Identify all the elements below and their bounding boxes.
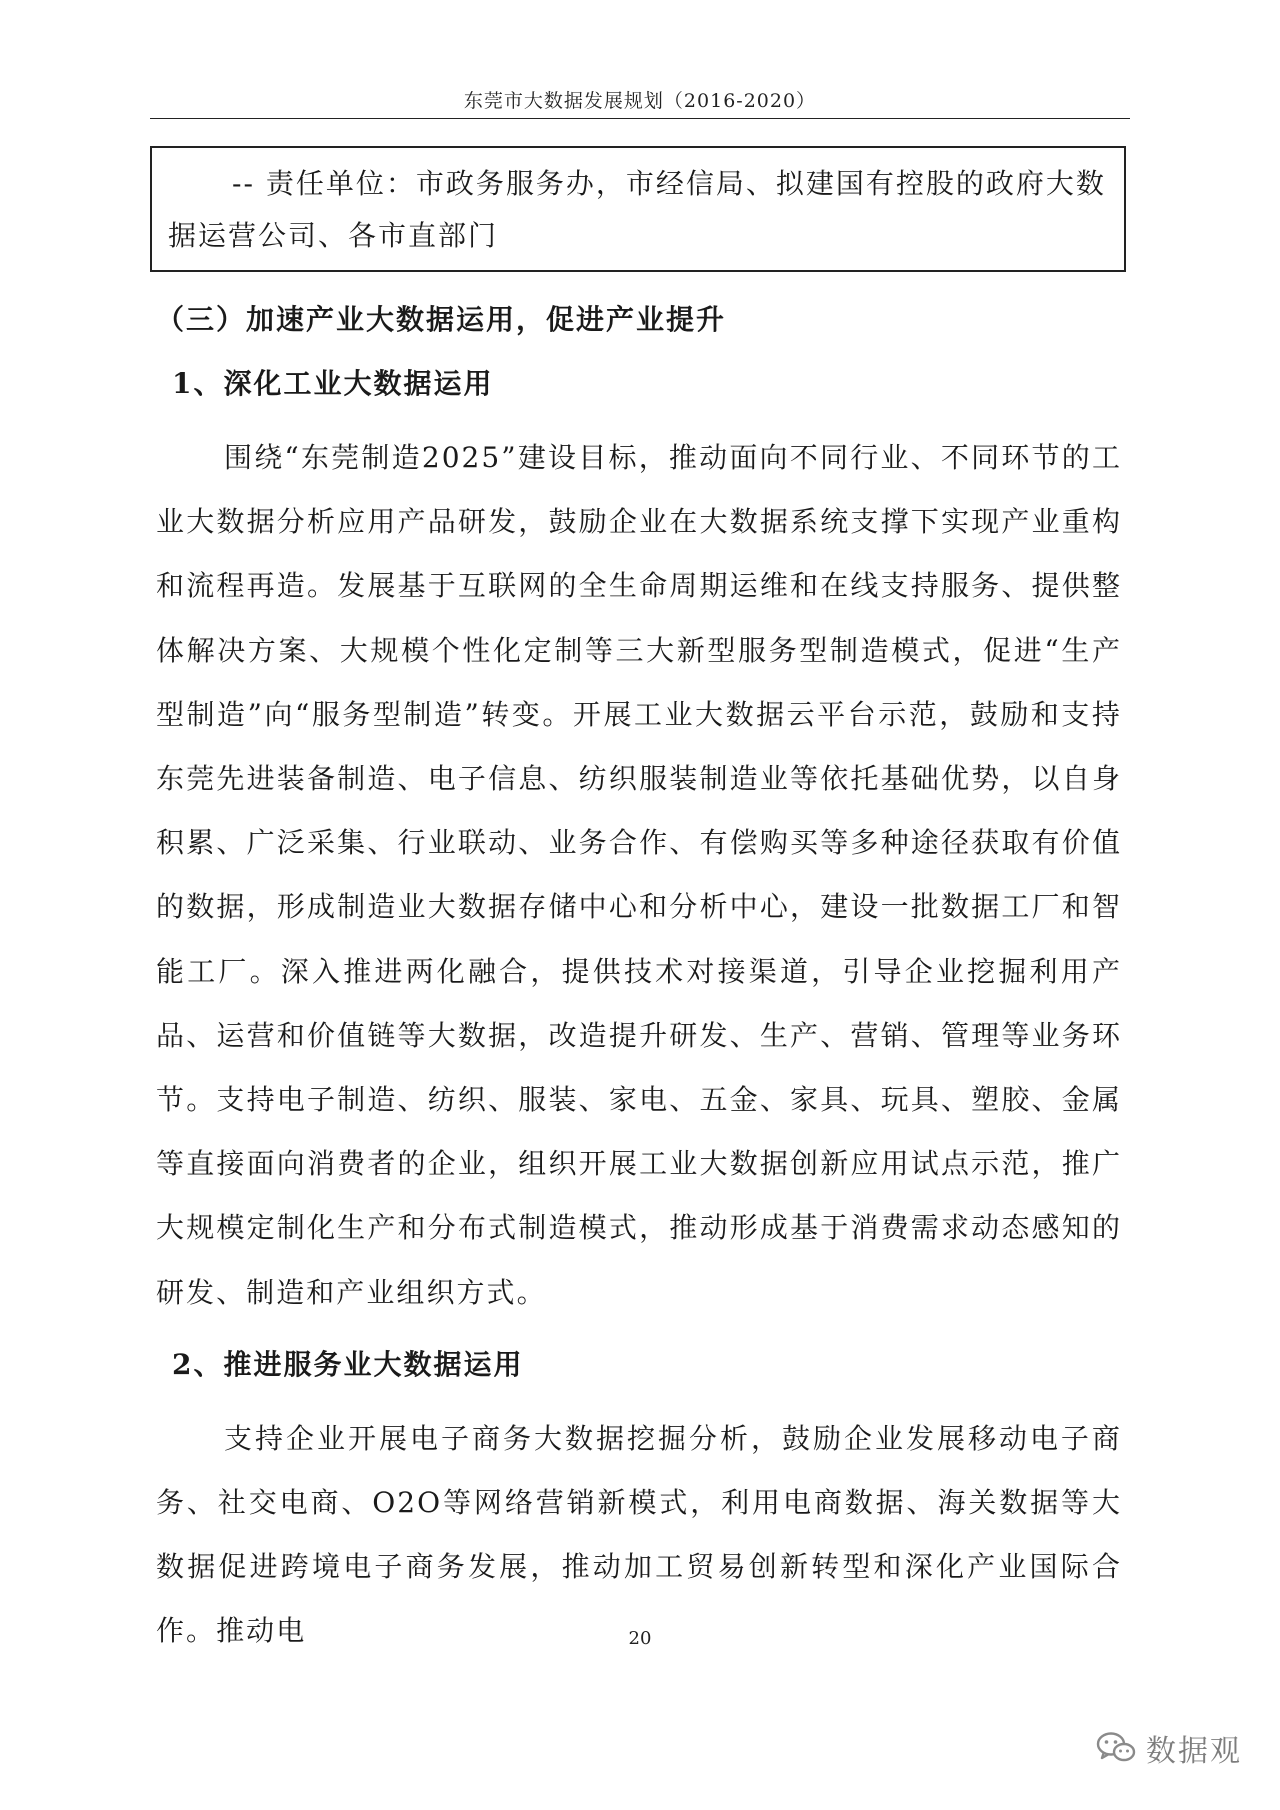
paragraph-industry: 围绕“东莞制造2025”建设目标，推动面向不同行业、不同环节的工业大数据分析应用产品研发，鼓励企业在大数据系统支撑下实现产业重构和流程再造。发展基于互联网的全生命周期运维和在线支持服务、提供整体解决方案、大规模个性化定制等三大新型服务型制造模式，促进“生产型制造”向“服务型制造”转变。开展工业大数据云平台示范，鼓励和支持东莞先进装备制造、电子信息、纺织服装制造业等依托基础优势，以自身积累、广泛采集、行业联动、业务合作、有偿购买等多种途径获取有价值的数据，形成制造业大数据存储中心和分析中心，建设一批数据工厂和智能工厂。深入推进两化融合，提供技术对接渠道，引导企业挖掘利用产品、运营和价值链等大数据，改造提升研发、生产、营销、管理等业务环节。支持电子制造、纺织、服装、家电、五金、家具、玩具、塑胶、金属等直接面向消费者的企业，组织开展工业大数据创新应用试点示范，推广大规模定制化生产和分布式制造模式，推动形成基于消费需求动态感知的研发、制造和产业组织方式。 [156, 441, 1122, 1309]
watermark [1096, 1726, 1242, 1770]
page-number: 20 [628, 1628, 652, 1649]
responsibility-text: -- 责任单位：市政务服务办，市经信局、拟建国有控股的政府大数据运营公司、各市直部门 [168, 167, 1106, 252]
header-divider [150, 118, 1130, 119]
responsibility-box [150, 146, 1126, 272]
section-heading: （三）加速产业大数据运用，促进产业提升 [156, 303, 727, 336]
watermark-text: 数据观 [1146, 1734, 1242, 1769]
subsection-heading-service: 2、推进服务业大数据运用 [172, 1347, 524, 1381]
main-content [156, 290, 1122, 1664]
wechat-icon [1096, 1731, 1136, 1765]
page-header: 东莞市大数据发展规划（2016-2020） [463, 90, 817, 112]
subsection-heading-industry: 1、深化工业大数据运用 [172, 367, 494, 400]
paragraph-service: 支持企业开展电子商务大数据挖掘分析，鼓励企业发展移动电子商务、社交电商、O2O等网络营销新模式，利用电商数据、海关数据等大数据促进跨境电子商务发展，推动加工贸易创新转型和深化产业国际合作。推动电 [156, 1421, 1122, 1648]
